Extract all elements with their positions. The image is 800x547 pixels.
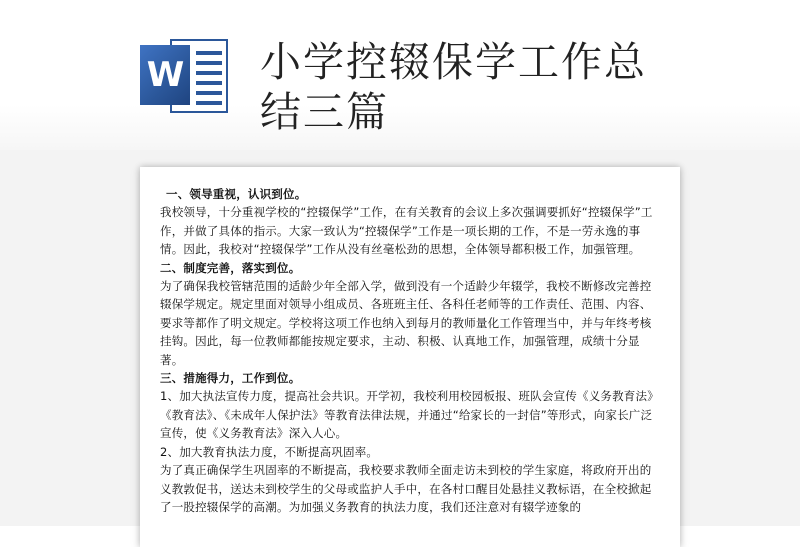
word-icon xyxy=(140,35,232,117)
section-heading-3: 三、措施得力，工作到位。 xyxy=(160,371,301,386)
paragraph: 1、加大执法宣传力度，提高社会共识。开学初，我校利用校园板报、班队会宣传《义务教育法》《教育法》、《未成年人保护法》等教育法律法规，并通过“给家长的一封信”等形式，向家长广泛宣传，使《义务教育法》深入人心。 xyxy=(160,389,659,441)
title-line-2: 结三篇 xyxy=(260,88,389,136)
word-letter-badge: W xyxy=(140,45,190,105)
paragraph: 2、加大教育执法力度，不断提高巩固率。 xyxy=(160,444,379,459)
paragraph: 为了真正确保学生巩固率的不断提高，我校要求教师全面走访未到校的学生家庭，将政府开出的义教敦促书，送达未到校学生的父母或监护人手中，在各村口醒目处悬挂义教标语，在全校掀起了一股控辍保学的高潮。为加强义务教育的执法力度，我们还注意对有辍学迹象的 xyxy=(160,463,652,514)
section-heading-2: 二、制度完善，落实到位。 xyxy=(160,260,301,275)
title-line-1: 小学控辍保学工作总 xyxy=(260,38,647,86)
document-body xyxy=(160,185,660,516)
section-heading-1: 一、领导重视，认识到位。 xyxy=(166,187,307,201)
paragraph: 我校领导，十分重视学校的“控辍保学”工作，在有关教育的会议上多次强调要抓好“控辍保学”工作，并做了具体的指示。大家一致认为“控辍保学”工作是一项长期的工作，不是一劳永逸的事情。因此，我校对“控辍保学”工作从没有丝毫松劲的思想，全体领导都积极工作，加强管理。 xyxy=(160,205,653,257)
paragraph: 为了确保我校管辖范围的适龄少年全部入学，做到没有一个适龄少年辍学，我校不断修改完善控辍保学规定。规定里面对领导小组成员、各班班主任、各科任老师等的工作责任、范围、内容、要求等都作了明文规定。学校将这项工作也纳入到每月的教师量化工作管理当中，并与年终考核挂钩。因此，每一位教师都能按规定要求，主动、积极、认真地工作，加强管理，成绩十分显著。 xyxy=(160,279,652,367)
document-title xyxy=(260,37,710,137)
document-page xyxy=(140,167,680,547)
